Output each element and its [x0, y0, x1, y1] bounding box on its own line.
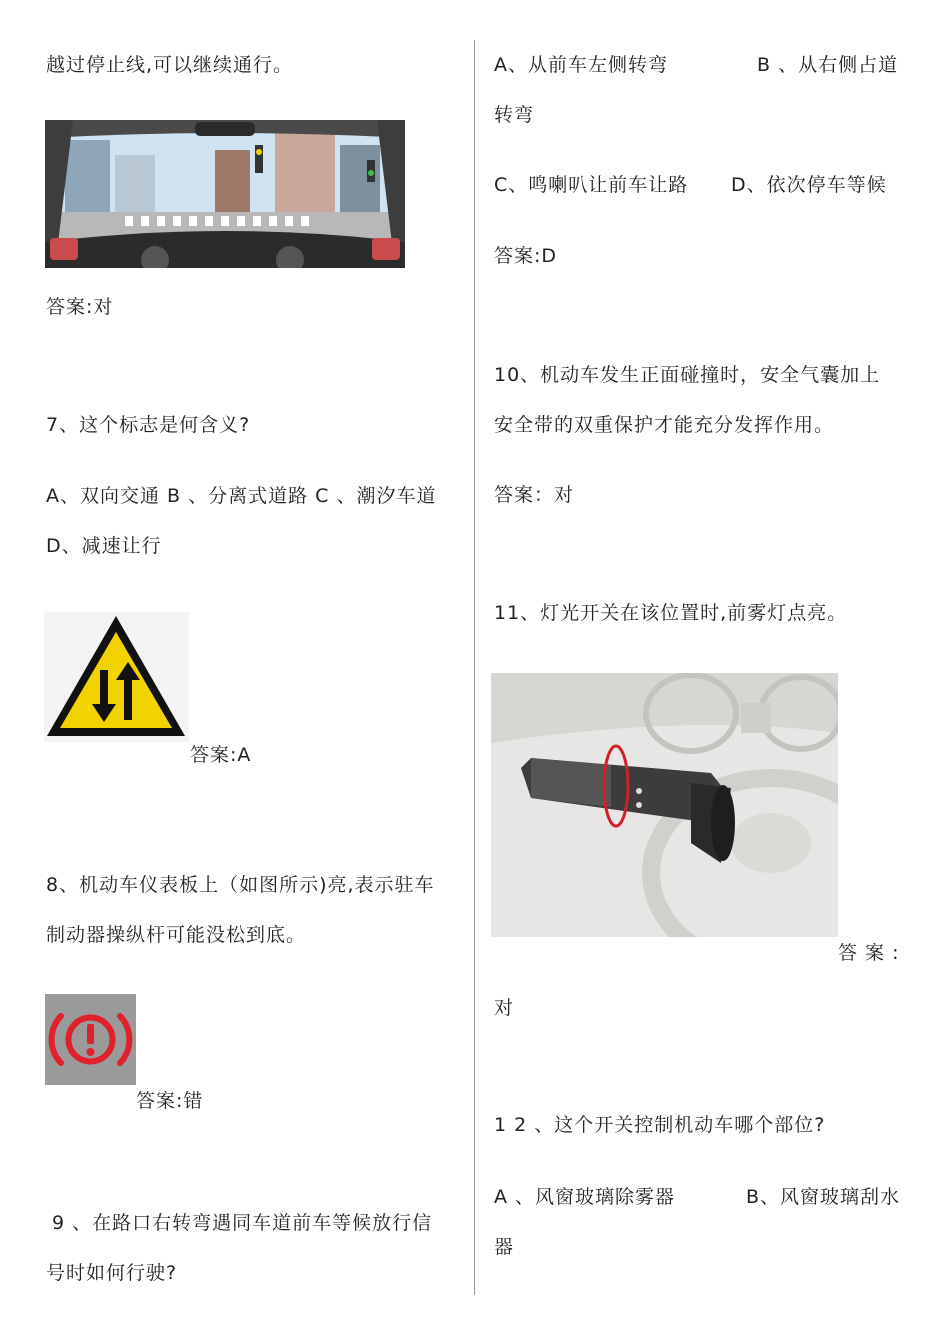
- q10-question-line2: 安全带的双重保护才能充分发挥作用。: [494, 414, 835, 436]
- q9-option-a: A、从前车左侧转弯: [494, 54, 668, 76]
- q9-option-b-cont: 转弯: [494, 104, 535, 126]
- answer-q10: 答案：对: [494, 484, 575, 506]
- two-way-traffic-sign: [44, 612, 189, 742]
- q9-question-line1: 9 、在路口右转弯遇同车道前车等候放行信: [52, 1212, 433, 1234]
- answer-q9: 答案:D: [494, 245, 558, 267]
- q11-answer-value: 对: [494, 997, 515, 1019]
- q11-question: 11、灯光开关在该位置时,前雾灯点亮。: [494, 602, 848, 624]
- q9-option-b: B 、从右侧占道: [757, 54, 899, 76]
- q9-option-d: D、依次停车等候: [731, 174, 887, 196]
- q11-answer-label: 答 案 :: [838, 942, 900, 964]
- q7-question: 7、这个标志是何含义?: [46, 414, 251, 436]
- q10-question-line1: 10、机动车发生正面碰撞时，安全气囊加上: [494, 364, 881, 386]
- intro-text: 越过停止线,可以继续通行。: [46, 54, 294, 76]
- intersection-photo: [45, 120, 405, 268]
- q12-option-b-cont: 器: [494, 1236, 515, 1258]
- column-divider: [474, 40, 475, 1295]
- light-switch-stalk-photo: [491, 673, 838, 937]
- q8-question-line1: 8、机动车仪表板上（如图所示)亮,表示驻车: [46, 874, 435, 896]
- answer-q8: 答案:错: [136, 1090, 204, 1112]
- q9-question-line2: 号时如何行驶?: [46, 1262, 178, 1284]
- answer-q6: 答案:对: [46, 296, 114, 318]
- answer-q7: 答案:A: [190, 744, 252, 766]
- q12-option-a: A 、风窗玻璃除雾器: [494, 1186, 676, 1208]
- q7-options-line1: A、双向交通 B 、分离式道路 C 、潮汐车道: [46, 485, 437, 507]
- q9-option-c: C、鸣喇叭让前车让路: [494, 174, 689, 196]
- q12-option-b: B、风窗玻璃刮水: [746, 1186, 901, 1208]
- q7-options-line2: D、减速让行: [46, 535, 162, 557]
- parking-brake-warning-icon: [45, 994, 136, 1085]
- q12-question: 1 2 、这个开关控制机动车哪个部位?: [494, 1114, 826, 1136]
- q8-question-line2: 制动器操纵杆可能没松到底。: [46, 924, 307, 946]
